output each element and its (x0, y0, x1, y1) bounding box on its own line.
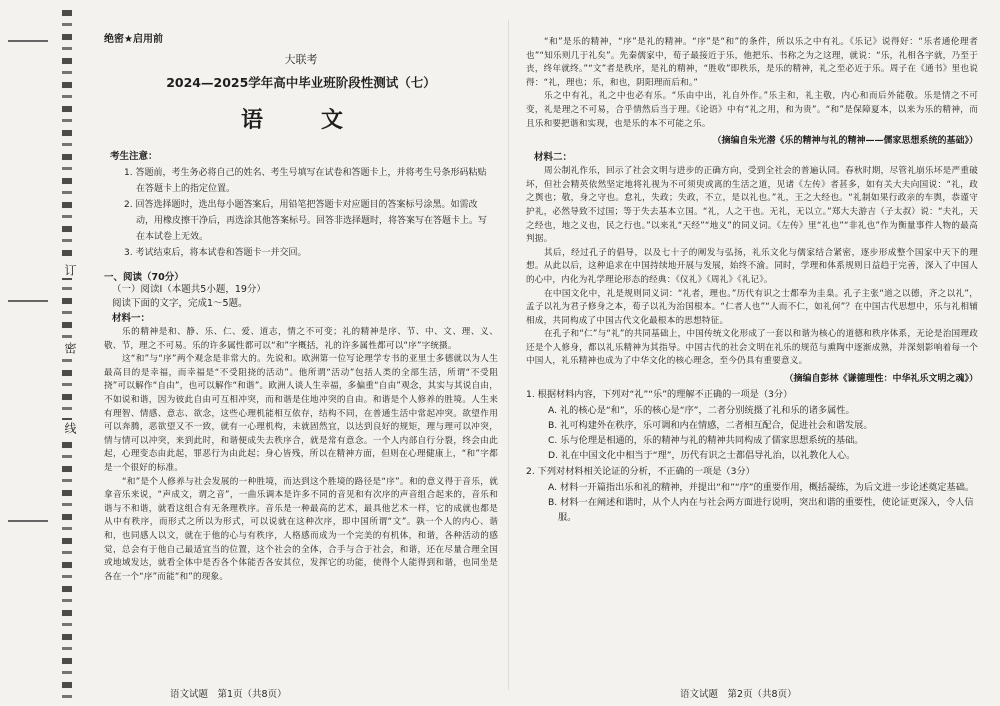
secret-label: 绝密★启用前 (104, 34, 163, 45)
seal-mark: 密 (63, 342, 77, 354)
note-item: 2. 回答选择题时，选出每小题答案后，用铅笔把答题卡对应题目的答案标号涂黑。如需改动，用橡皮擦干净后，再选涂其他答案标号。回答非选择题时，将答案写在答题卡上。写在本试卷上无效。 (124, 200, 488, 242)
question-option: D. 礼在中国文化中相当于“理”，历代有识之士都倡导礼治，以礼教化人心。 (548, 450, 856, 462)
question-stem: 2. 下列对材料相关论证的分析，不正确的一项是（3分） (526, 466, 755, 478)
question-option: B. 材料一在阐述和谐时，从个人内在与社会两方面进行说明，突出和谐的重要性，使论证更深入，令人信服。 (548, 497, 974, 524)
notes-heading: 考生注意： (110, 151, 158, 162)
source-citation: （摘编自彭林《谦德理性：中华礼乐文明之魂》） (784, 374, 978, 385)
page-footer: 语文试题 第1页（共8页） (170, 689, 287, 700)
paragraph: “和”是乐的精神，“序”是礼的精神。“序”是“和”的条件，所以乐之中有礼。《乐记》说得好：“乐者通伦理者也”“知乐则几于礼矣”。先秦儒家中，荀子最接近于乐，他把乐、书称之为之这理，就说：“乐，礼相各字就，乃至于丧，终年就终。”“文”者是秩序，是礼的精神，“胜收”即秩乐，是乐的精神，礼之至必近于乐。周子在《通书》里也说得：“礼，理也；乐，和也，阴阳理而后和。” (526, 37, 978, 88)
binding-margin (0, 0, 95, 706)
page-1 (96, 0, 506, 706)
source-citation: （摘编自朱光潜《乐的精神与礼的精神——儒家思想系统的基础》） (712, 136, 978, 147)
page-divider (508, 20, 509, 690)
exam-brand: 大联考 (284, 53, 318, 66)
subject-title: 语 文 (240, 107, 361, 133)
seal-mark: 订 (63, 264, 77, 276)
question-option: C. 乐与伦理是相通的，乐的精神与礼的精神共同构成了儒家思想系统的基础。 (548, 435, 864, 447)
note-item: 1. 答题前，考生务必将自己的姓名、考生号填写在试卷和答题卡上，并将考生号条形码粘贴在答题卡上的指定位置。 (124, 168, 487, 194)
paragraph: “和”是个人修养与社会发展的一种胜境，而达到这个胜境的路径是“序”。和的意义得于音乐，就拿音乐来说，“声成文，谓之音”，一曲乐调本是许多不同的音见和有次序的声音组合起来的，音乐和谐与不和谐，就看这组合有无条理秩序。音乐是一种最高的艺术，最具他艺术一样，它的成就也都是从中有秩序，而形式之所以为形式，可以说就在这种次序，即中国所谓“文”。孰一个人的内心、谐和，也同感人以文，就在于他的心与有秩序，人格感而成为一个完美的有机体，和谐，各种活动的感觉，总会有于他自己最适宜当的位置，这个社会的全体，合手与合于社会，和谐，还在尽量合理全国或地域发达，就看全体中是否各个体能否各安其位，发挥它的功能，使得个人能得到和谐，也同坐是各在一个“序”而能“和”的现象。 (104, 476, 498, 582)
paragraph: 在孔子和“仁”与“礼”的共同基础上，中国传统文化形成了一套以和谐为核心的道德和秩序体系，无论是治国理政还是个人修身，都以礼乐精神为其指导。中国古代的社会文明在礼乐的规范与熏陶中逐渐成熟，并深刻影响着每一个中国人，礼乐精神也成为了中华文化的核心理念，至今仍具有重要意义。 (526, 329, 978, 367)
material-label: 材料一： (112, 313, 151, 324)
subsection-heading: （一）阅读Ⅰ（本题共5小题，19分） (112, 284, 266, 295)
exam-title: 2024—2025学年高中毕业班阶段性测试（七） (166, 75, 436, 90)
seal-mark: 线 (63, 422, 77, 434)
margin-tick (8, 520, 48, 522)
paragraph: 周公制礼作乐，回示了社会文明与进步的正确方向，受到全社会的普遍认同。春秋时期，尽管礼崩乐坏是严重破坏，但社会精英依然坚定地将礼视为不可须臾或离的生活之道，见诸《左传》者甚多，如有关大夫向国说：“礼，政之舆也；敬，身之守也。怠礼，失政；失政，不立，是以礼也。”礼，王之大经也。“礼制如果行政亲的车舆，恭谨守护礼，必然导致不过国；等于失去基本立国。“礼，人之干也。无礼，无以立。”郑大夫游吉（子太叔）说：“夫礼，天之经也，地之义也，民之行也。”以来礼“天经”“地义”的同义词。《左传》里“礼也”“非礼也”作为衡量事件人物的最高判据。 (526, 166, 978, 245)
section-heading: 一、阅读（70分） (104, 272, 184, 283)
margin-tick (8, 40, 48, 42)
question-option: A. 礼的核心是“和”，乐的核心是“序”，二者分别统摄了礼和乐的诸多属性。 (548, 405, 855, 417)
instruction: 阅读下面的文字，完成1～5题。 (112, 298, 248, 309)
paragraph: 乐的精神是和、静、乐、仁、爱、道志，情之不可变；礼的精神是序、节、中、文、理、义、敬、节，理之不可易。乐的许多属性都可以“和”字概括，礼的许多属性都可以“序”字统摄。 (104, 327, 498, 351)
question-option: B. 礼可构建外在秩序，乐可调和内在情感，二者相互配合，促进社会和谐发展。 (548, 420, 873, 432)
question-stem: 1. 根据材料内容，下列对“礼”“乐”的理解不正确的一项是（3分） (526, 389, 793, 401)
paragraph: 乐之中有礼，礼之中也必有乐。“乐由中出，礼自外作。”乐主和，礼主敬，内心和而后外能敬。乐是情之不可变，礼是理之不可易，合乎情然后当于理。《论语》中有“礼之用，和为贵”。“和”是保障夏本，以来为乐的精神，而且乐和要把谐和实现，也是乐的本不可能之乐。 (526, 91, 978, 129)
page-2 (516, 0, 986, 706)
margin-tick (8, 300, 48, 302)
paragraph: 在中国文化中，礼是规则同义词：“礼者，理也。”历代有识之士都奉为圭臬。孔子主张“道之以德，齐之以礼”，孟子以礼为君子修身之本，荀子以礼为治国根本。“仁者人也”“人而不仁，如礼何”？在中国古代思想中，乐与礼相辅相成，共同构成了中国古代文化最根本的思想特征。 (526, 288, 978, 326)
paragraph: 这“和”与“序”两个观念是非常大的。先说和。欧洲第一位写论理学专书的亚里士多德就以为人生最高目的是幸福，而幸福是“不受阻挠的活动”。他所谓“活动”包括人类的全部生活，所谓“不受阻挠”可以解作“自由”，也可以解作“和谐”。欧洲人谈人生幸福，多偏重“自由”观念，其实与其说自由，不如说和谐，因为彼此自由可互相冲突，而和谐是住地冲突的自由。和谐是个人修养的胜境。人生来有理智、情感、意志、欲念，这些心理机能相互依存，结构不同，在普通生活中常起冲突。欲望作用可以奔腾，恶欲望又不一致，就有一心理机构，未就固然宜，以达到良好的规矩，理与理可以冲突，情与情可以冲突，来到此时，和谐便成失去秩序合，就是常有意念。一个人内部自行分裂，终会由此起，心理变态由此起，罪恶行为由此起；身心皆残，所以在精神方面，但则在心理健康上，“和”字都是一个很好的标准。 (104, 354, 498, 473)
paragraph: 其后，经过孔子的倡导，以及七十子的阐发与弘扬，礼乐文化与儒家结合紧密，逐步形成整个国家中天下的理想。从此以后，这种追求在中国持续地开展与发展，始终不渝。同时，学理和体系规则日益趋于完善，深入了中国人的心中，内化为礼学理论形态的经典：《仪礼》《周礼》《礼记》。 (526, 247, 978, 285)
note-item: 3. 考试结束后，将本试卷和答题卡一并交回。 (124, 248, 307, 258)
page-footer: 语文试题 第2页（共8页） (680, 689, 797, 700)
material-label: 材料二： (534, 152, 573, 164)
question-option: A. 材料一开篇指出乐和礼的精神，并提出“和”“序”的重要作用，概括凝练，为后文进一步论述奠定基础。 (548, 482, 975, 494)
